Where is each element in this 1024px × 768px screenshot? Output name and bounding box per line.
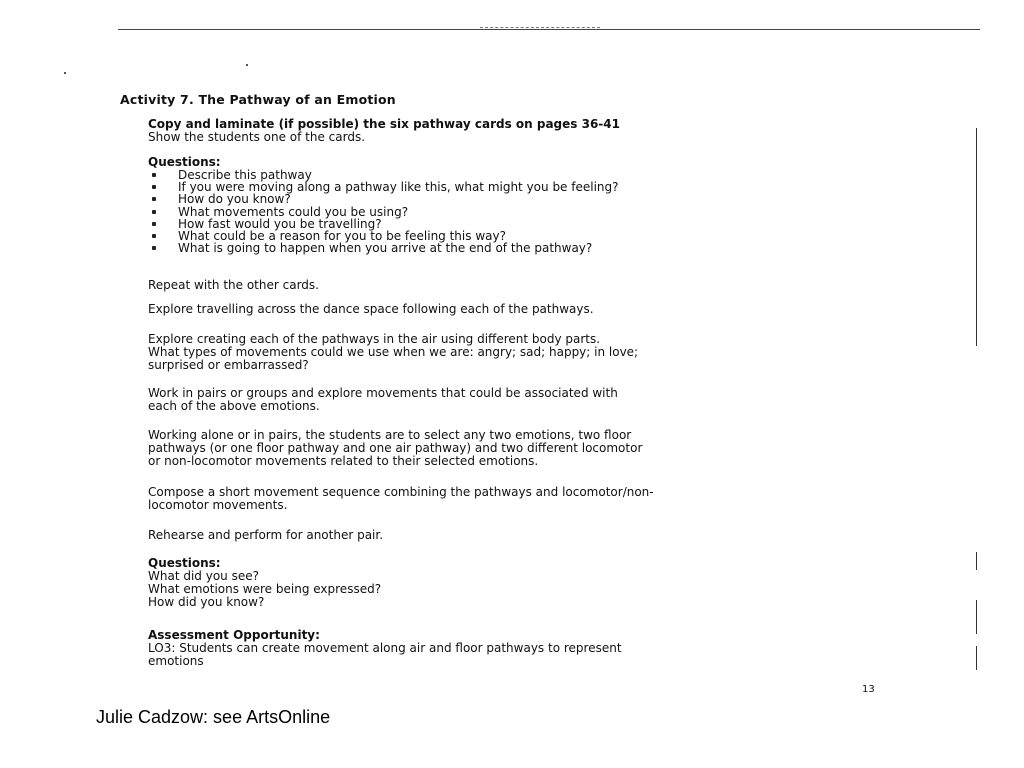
- paragraph-line: pathways (or one floor pathway and one air pathway) and two different locomotor: [148, 441, 643, 455]
- paragraph-line: emotions: [148, 654, 204, 668]
- page-number: 13: [862, 684, 875, 695]
- rehearse-text: Rehearse and perform for another pair.: [148, 528, 384, 542]
- activity-title: Activity 7. The Pathway of an Emotion: [120, 92, 396, 107]
- questions-block-1: [148, 156, 883, 254]
- paragraph-line: LO3: Students can create movement along air and floor pathways to represent: [148, 641, 622, 655]
- paragraph-line: each of the above emotions.: [148, 399, 320, 413]
- question-item: What is going to happen when you arrive at the end of the pathway?: [178, 242, 883, 254]
- repeat-text: Repeat with the other cards.: [148, 278, 319, 292]
- questions-heading: Questions:: [148, 155, 221, 169]
- question-item: Describe this pathway: [178, 169, 883, 181]
- question-item: What could be a reason for you to be feeling this way?: [178, 230, 883, 242]
- paragraph-line: Working alone or in pairs, the students are to select any two emotions, two floor: [148, 428, 632, 442]
- question-list: [148, 169, 883, 254]
- question-line: What did you see?: [148, 569, 259, 583]
- scan-top-rule-faint: [480, 27, 600, 28]
- assessment-block: [148, 629, 883, 668]
- question-item: How fast would you be travelling?: [178, 218, 883, 230]
- paragraph-line: What types of movements could we use when we are: angry; sad; happy; in love;: [148, 345, 639, 359]
- question-item: How do you know?: [178, 193, 883, 205]
- explore-air-block: [148, 333, 883, 372]
- intro-line: Copy and laminate (if possible) the six pathway cards on pages 36-41: [148, 117, 620, 131]
- scan-edge-mark: [976, 646, 977, 670]
- scan-top-rule: [118, 29, 980, 30]
- paragraph-line: or non-locomotor movements related to their selected emotions.: [148, 454, 539, 468]
- questions-block-2: [148, 557, 883, 609]
- paragraph-line: Work in pairs or groups and explore movements that could be associated with: [148, 386, 618, 400]
- slide-caption: Julie Cadzow: see ArtsOnline: [96, 707, 331, 727]
- question-item: If you were moving along a pathway like this, what might you be feeling?: [178, 181, 883, 193]
- scan-edge-mark: [976, 600, 977, 634]
- intro-block: [148, 118, 883, 144]
- question-line: What emotions were being expressed?: [148, 582, 382, 596]
- assessment-heading: Assessment Opportunity:: [148, 628, 320, 642]
- paragraph-line: Explore creating each of the pathways in the air using different body parts.: [148, 332, 601, 346]
- paragraph-line: surprised or embarrassed?: [148, 358, 309, 372]
- scan-edge-mark: [976, 552, 977, 570]
- pairs-block: [148, 387, 883, 413]
- paragraph-line: locomotor movements.: [148, 498, 288, 512]
- intro-line: Show the students one of the cards.: [148, 130, 366, 144]
- scan-speck: [246, 64, 248, 66]
- scan-speck: [64, 72, 66, 74]
- explore-travel-text: Explore travelling across the dance space following each of the pathways.: [148, 302, 594, 316]
- question-item: What movements could you be using?: [178, 206, 883, 218]
- paragraph-line: Compose a short movement sequence combining the pathways and locomotor/non-: [148, 485, 654, 499]
- question-line: How did you know?: [148, 595, 265, 609]
- scan-edge-mark: [976, 128, 977, 346]
- compose-block: [148, 486, 883, 512]
- questions-heading: Questions:: [148, 556, 221, 570]
- alone-block: [148, 429, 883, 468]
